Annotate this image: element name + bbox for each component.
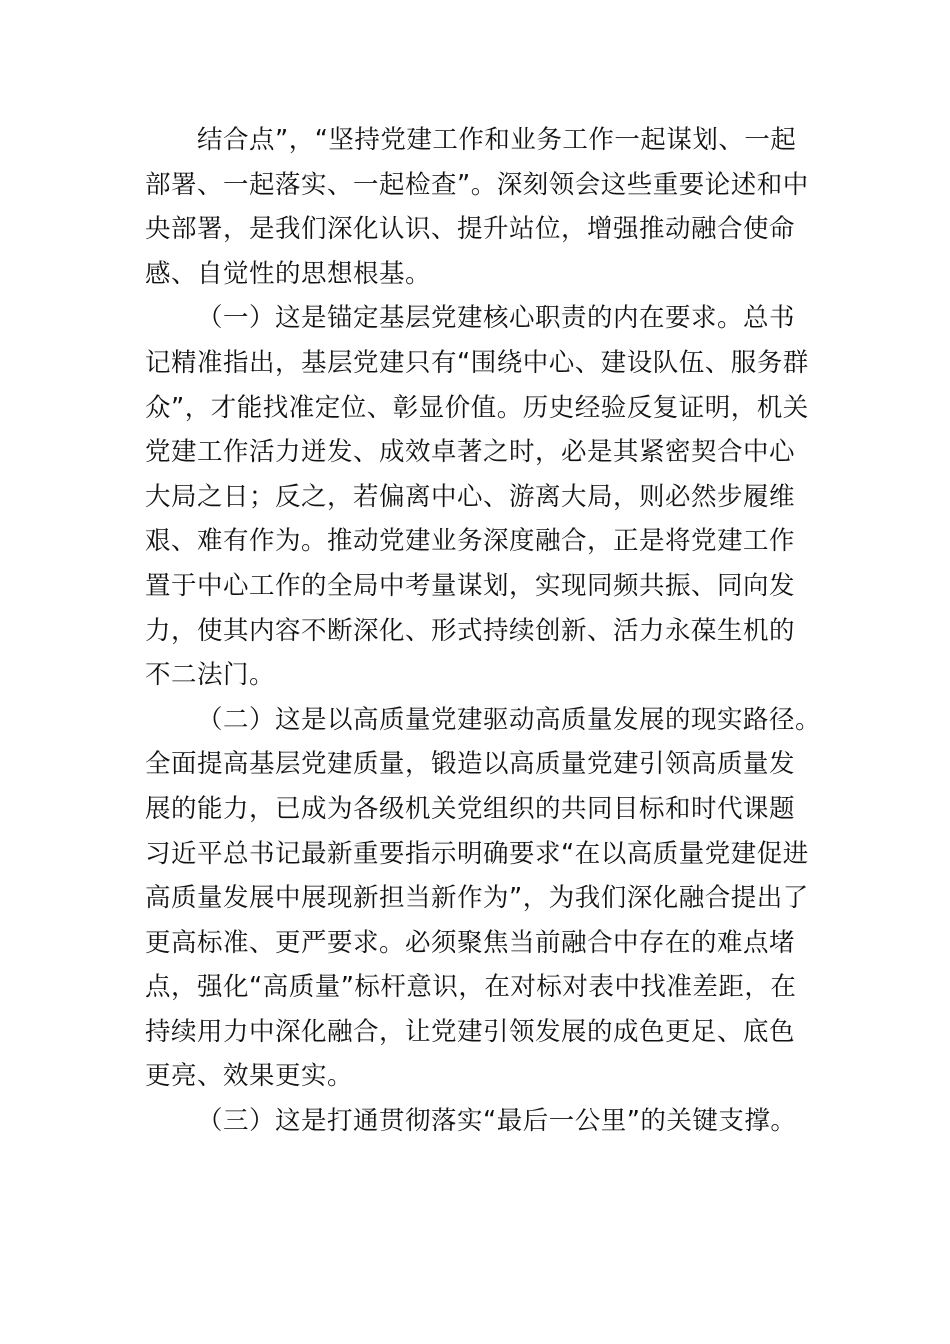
text-line: 持续用力中深化融合，让党建引领发展的成色更足、底色	[145, 1016, 796, 1047]
text-line: 力，使其内容不断深化、形式持续创新、活力永葆生机的	[145, 615, 796, 646]
text-line: 展的能力，已成为各级机关党组织的共同目标和时代课题	[145, 793, 796, 824]
text-line: 结合点”，“坚持党建工作和业务工作一起谋划、一起	[197, 125, 797, 155]
text-line: 高质量发展中展现新担当新作为”，为我们深化融合提出了	[145, 883, 809, 914]
text-line: 点，强化“高质量”标杆意识，在对标对表中找准差距，在	[145, 972, 797, 1003]
document-body	[145, 118, 822, 1144]
text-line: 党建工作活力迸发、成效卓著之时，必是其紧密契合中心	[145, 437, 796, 468]
text-line: 记精准指出，基层党建只有“围绕中心、建设队伍、服务群	[145, 347, 809, 378]
text-line: 央部署，是我们深化认识、提升站位，增强推动融合使命	[145, 214, 796, 245]
text-line: （一）这是锚定基层党建核心职责的内在要求。总书	[197, 303, 796, 334]
text-line: 更亮、效果更实。	[145, 1061, 354, 1092]
text-line: 全面提高基层党建质量，锻造以高质量党建引领高质量发	[145, 749, 796, 780]
text-line: 不二法门。	[145, 660, 276, 691]
text-line: 艰、难有作为。推动党建业务深度融合，正是将党建工作	[145, 526, 796, 557]
text-line: 更高标准、更严要求。必须聚焦当前融合中存在的难点堵	[145, 927, 796, 958]
text-line: 众”，才能找准定位、彰显价值。历史经验反复证明，机关	[145, 392, 809, 423]
text-line: 大局之日；反之，若偏离中心、游离大局，则必然步履维	[145, 481, 796, 512]
text-line: 部署、一起落实、一起检查”。深刻领会这些重要论述和中	[145, 169, 809, 200]
text-line: （二）这是以高质量党建驱动高质量发展的现实路径。	[197, 704, 822, 735]
text-line: （三）这是打通贯彻落实“最后一公里”的关键支撑。	[197, 1106, 797, 1137]
text-line: 感、自觉性的思想根基。	[145, 258, 432, 289]
text-line: 习近平总书记最新重要指示明确要求“在以高质量党建促进	[145, 838, 809, 869]
text-line: 置于中心工作的全局中考量谋划，实现同频共振、同向发	[145, 570, 796, 601]
